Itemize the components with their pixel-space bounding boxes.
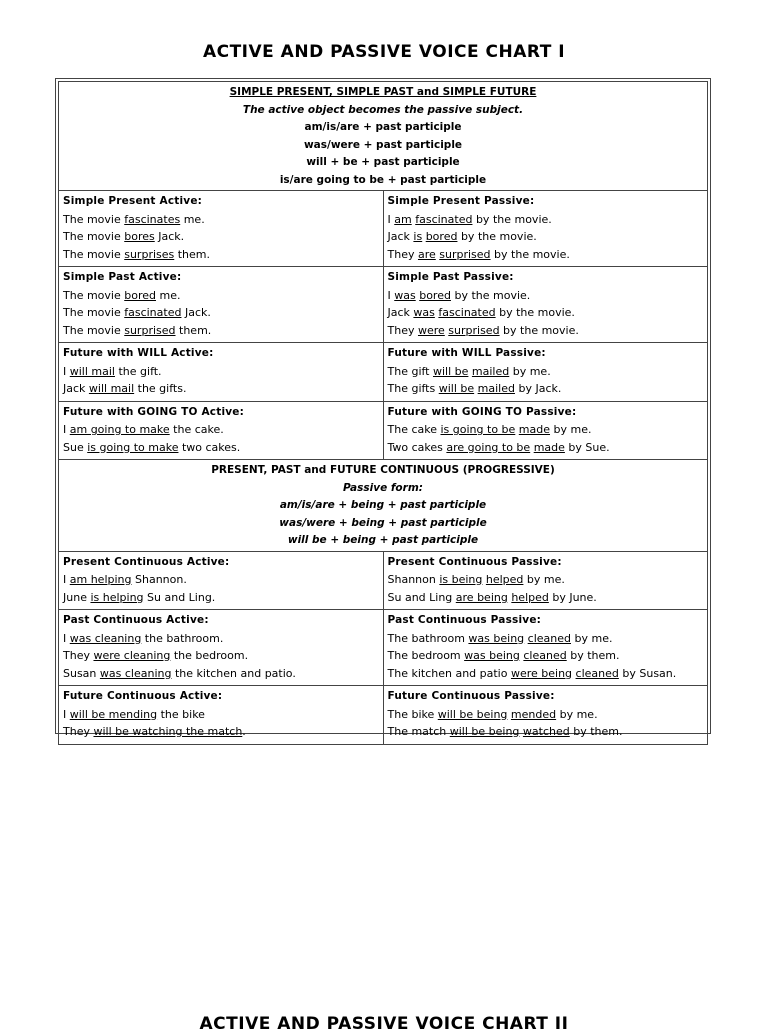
example-sentence: [63, 287, 379, 305]
sentence-text: Jack: [63, 382, 89, 395]
example-sentence: [63, 228, 379, 246]
sentence-text: them.: [174, 247, 211, 261]
example-sentence: [388, 706, 704, 724]
sentence-text: by June.: [548, 590, 597, 604]
passive-label: Future Continuous Passive:: [387, 690, 555, 702]
sentence-text: Two cakes: [387, 440, 447, 454]
example-sentence: [63, 421, 379, 439]
section-header-line: was/were + past participle: [303, 138, 463, 151]
passive-cell: [383, 610, 708, 686]
sentence-text: by them.: [566, 649, 620, 662]
sentence-text: Su and Ling: [387, 590, 456, 604]
verb-phrase: will be watching the match: [93, 725, 243, 738]
example-sentence: [388, 228, 704, 246]
sentence-text: Jack: [387, 306, 414, 319]
sentence-text: The movie: [63, 230, 125, 243]
passive-label: Present Continuous Passive:: [387, 555, 562, 568]
verb-phrase: will be mending: [69, 707, 158, 721]
table-row: [59, 610, 708, 686]
active-cell: [59, 343, 384, 402]
active-label: Future with GOING TO Active:: [63, 405, 245, 418]
verb-phrase: was being: [468, 631, 525, 645]
sentence-text: the gift.: [114, 364, 162, 378]
example-sentence: [388, 287, 704, 305]
sentence-text: The bedroom: [387, 649, 465, 662]
voice-chart-body: [59, 82, 708, 745]
section-header-line: will + be + past participle: [306, 156, 460, 168]
example-sentence: [388, 665, 704, 683]
sentence-text: two cakes.: [178, 440, 241, 454]
verb-phrase: am helping: [69, 573, 132, 586]
sentence-text: The movie: [63, 247, 125, 261]
sentence-text: They: [63, 649, 94, 662]
verb-phrase: helped: [485, 573, 524, 586]
verb-phrase: was cleaning: [99, 666, 172, 680]
passive-label: Past Continuous Passive:: [387, 614, 542, 626]
sentence-text: me.: [155, 288, 181, 302]
verb-phrase: helped: [511, 590, 549, 604]
section-header-line: PRESENT, PAST and FUTURE CONTINUOUS (PROGRESSIVE): [211, 464, 555, 476]
verb-phrase: am going to make: [69, 423, 170, 436]
verb-phrase: fascinates: [124, 212, 181, 226]
verb-phrase: is: [413, 230, 423, 243]
active-label: Past Continuous Active:: [63, 614, 209, 626]
active-label: Present Continuous Active:: [63, 555, 230, 568]
sentence-text: by me.: [556, 707, 598, 721]
section-header-line: The active object becomes the passive subject.: [242, 103, 524, 116]
verb-phrase: watched: [522, 725, 570, 738]
verb-phrase: will be: [432, 364, 469, 378]
example-sentence: [63, 211, 379, 229]
example-sentence: [388, 363, 704, 381]
verb-phrase: is being: [439, 573, 483, 586]
active-cell: [59, 551, 384, 610]
verb-phrase: was: [394, 288, 416, 302]
passive-cell: [383, 551, 708, 610]
table-row: [59, 267, 708, 343]
verb-phrase: will mail: [88, 382, 135, 395]
sentence-text: I: [387, 288, 395, 302]
verb-phrase: bored: [124, 288, 156, 302]
sentence-text: I: [63, 707, 70, 721]
example-sentence: [388, 211, 704, 229]
next-page-title: ACTIVE AND PASSIVE VOICE CHART II: [199, 1014, 569, 1034]
sentence-text: They: [63, 725, 94, 738]
sentence-text: The gifts: [387, 382, 439, 395]
passive-cell: [383, 267, 708, 343]
section-header-line: am/is/are + past participle: [304, 121, 462, 133]
sentence-text: The movie: [63, 323, 125, 337]
verb-phrase: was cleaning: [69, 631, 142, 645]
example-sentence: [388, 589, 704, 607]
example-sentence: [388, 380, 704, 398]
sentence-text: the cake.: [169, 423, 224, 436]
verb-phrase: were cleaning: [93, 649, 171, 662]
verb-phrase: mailed: [477, 382, 515, 395]
verb-phrase: cleaned: [523, 649, 567, 662]
section-header-line: was/were + being + past participle: [279, 516, 487, 529]
sentence-text: The gift: [387, 364, 433, 378]
example-sentence: [63, 647, 379, 665]
table-row: [59, 343, 708, 402]
active-label: Simple Past Active:: [63, 271, 182, 283]
sentence-text: The cake: [387, 423, 441, 436]
section-header-line: am/is/are + being + past participle: [279, 499, 487, 511]
active-label: Future Continuous Active:: [63, 690, 223, 702]
example-sentence: [388, 421, 704, 439]
section-header-row: [59, 460, 708, 552]
verb-phrase: bored: [425, 230, 458, 243]
sentence-text: the bathroom.: [141, 631, 224, 645]
sentence-text: The match: [387, 725, 450, 738]
verb-phrase: are going to be: [446, 440, 531, 454]
sentence-text: I: [63, 423, 70, 436]
verb-phrase: is going to be: [440, 423, 516, 436]
sentence-text: The bathroom: [387, 631, 469, 645]
passive-label: Future with WILL Passive:: [387, 347, 546, 359]
sentence-text: by me.: [523, 573, 565, 586]
active-cell: [59, 267, 384, 343]
sentence-text: me.: [180, 212, 205, 226]
example-sentence: [63, 630, 379, 648]
example-sentence: [63, 723, 379, 741]
sentence-text: The movie: [63, 212, 125, 226]
example-sentence: [63, 322, 379, 340]
sentence-text: by Jack.: [514, 382, 562, 395]
section-header: [59, 82, 708, 191]
verb-phrase: were being: [510, 666, 573, 680]
passive-cell: [383, 191, 708, 267]
section-header-row: [59, 82, 708, 191]
passive-label: Simple Past Passive:: [387, 271, 514, 283]
verb-phrase: am: [394, 212, 412, 226]
sentence-text: Jack.: [154, 230, 185, 243]
verb-phrase: fascinated: [438, 306, 496, 319]
sentence-text: the bedroom.: [170, 649, 249, 662]
example-sentence: [63, 706, 379, 724]
example-sentence: [388, 246, 704, 264]
verb-phrase: fascinated: [124, 306, 182, 319]
sentence-text: by the movie.: [499, 323, 579, 337]
active-cell: [59, 686, 384, 745]
verb-phrase: mailed: [471, 364, 510, 378]
sentence-text: Jack: [387, 230, 414, 243]
verb-phrase: surprises: [124, 247, 175, 261]
example-sentence: [388, 647, 704, 665]
sentence-text: I: [63, 573, 70, 586]
example-sentence: [388, 571, 704, 589]
sentence-text: the gifts.: [134, 382, 187, 395]
example-sentence: [388, 723, 704, 741]
sentence-text: Shannon: [387, 573, 440, 586]
sentence-text: by the movie.: [495, 306, 575, 319]
sentence-text: by me.: [571, 631, 613, 645]
verb-phrase: will mail: [69, 364, 115, 378]
section-header-line: Passive form:: [343, 481, 423, 494]
sentence-text: by the movie.: [450, 288, 531, 302]
verb-phrase: was being: [464, 649, 520, 662]
verb-phrase: bored: [419, 288, 451, 302]
active-label: Simple Present Active:: [63, 195, 203, 207]
example-sentence: [63, 304, 379, 322]
verb-phrase: fascinated: [415, 212, 473, 226]
section-header-line: is/are going to be + past participle: [279, 173, 487, 186]
verb-phrase: surprised: [448, 323, 500, 337]
table-row: [59, 551, 708, 610]
passive-cell: [383, 401, 708, 460]
sentence-text: by Sue.: [564, 440, 610, 454]
active-label: Future with WILL Active:: [63, 347, 214, 359]
sentence-text: by me.: [550, 423, 592, 436]
section-header-line: SIMPLE PRESENT, SIMPLE PAST and SIMPLE FUTURE: [229, 86, 537, 98]
sentence-text: Jack.: [181, 306, 211, 319]
table-row: [59, 401, 708, 460]
sentence-text: The kitchen and patio: [387, 666, 511, 680]
voice-chart-table: [58, 81, 708, 745]
sentence-text: The movie: [63, 288, 125, 302]
sentence-text: Sue: [63, 440, 88, 454]
example-sentence: [388, 304, 704, 322]
sentence-text: by them.: [569, 725, 623, 738]
verb-phrase: were: [417, 323, 445, 337]
passive-cell: [383, 686, 708, 745]
verb-phrase: is going to make: [87, 440, 179, 454]
sentence-text: I: [63, 364, 70, 378]
sentence-text: by me.: [509, 364, 551, 378]
table-row: [59, 191, 708, 267]
example-sentence: [63, 571, 379, 589]
verb-phrase: is helping: [90, 590, 144, 604]
verb-phrase: will be being: [437, 707, 508, 721]
sentence-text: Shannon.: [131, 573, 187, 586]
sentence-text: by the movie.: [472, 212, 552, 226]
section-header: [59, 460, 708, 552]
sentence-text: them.: [175, 323, 212, 337]
sentence-text: .: [242, 725, 246, 738]
verb-phrase: bores: [124, 230, 155, 243]
sentence-text: Susan: [63, 666, 100, 680]
verb-phrase: made: [533, 440, 565, 454]
example-sentence: [63, 589, 379, 607]
section-header-line: will be + being + past participle: [287, 534, 479, 546]
passive-cell: [383, 343, 708, 402]
sentence-text: by Susan.: [618, 666, 677, 680]
sentence-text: The bike: [387, 707, 438, 721]
passive-label: Simple Present Passive:: [387, 195, 535, 207]
page-title: ACTIVE AND PASSIVE VOICE CHART I: [202, 42, 566, 62]
example-sentence: [63, 665, 379, 683]
sentence-text: Su and Ling.: [143, 590, 216, 604]
sentence-text: The movie: [63, 306, 125, 319]
sentence-text: They: [387, 247, 418, 261]
verb-phrase: was: [413, 306, 435, 319]
verb-phrase: are: [417, 247, 436, 261]
active-cell: [59, 610, 384, 686]
sentence-text: by the movie.: [457, 230, 537, 243]
example-sentence: [63, 380, 379, 398]
passive-label: Future with GOING TO Passive:: [387, 405, 577, 418]
verb-phrase: made: [518, 423, 551, 436]
example-sentence: [63, 439, 379, 457]
sentence-text: by the movie.: [490, 247, 570, 261]
example-sentence: [388, 630, 704, 648]
example-sentence: [388, 322, 704, 340]
verb-phrase: will be being: [449, 725, 520, 738]
verb-phrase: mended: [510, 707, 557, 721]
sentence-text: I: [387, 212, 395, 226]
sentence-text: They: [387, 323, 418, 337]
example-sentence: [388, 439, 704, 457]
voice-chart-frame: [55, 78, 711, 738]
sentence-text: June: [63, 590, 91, 604]
sentence-text: the bike: [157, 707, 205, 721]
verb-phrase: will be: [438, 382, 475, 395]
verb-phrase: surprised: [439, 247, 491, 261]
sentence-text: the kitchen and patio.: [171, 666, 296, 680]
verb-phrase: cleaned: [527, 631, 571, 645]
example-sentence: [63, 246, 379, 264]
table-row: [59, 686, 708, 745]
active-cell: [59, 191, 384, 267]
verb-phrase: are being: [455, 590, 508, 604]
sentence-text: I: [63, 631, 70, 645]
verb-phrase: surprised: [124, 323, 176, 337]
verb-phrase: cleaned: [575, 666, 619, 680]
example-sentence: [63, 363, 379, 381]
active-cell: [59, 401, 384, 460]
